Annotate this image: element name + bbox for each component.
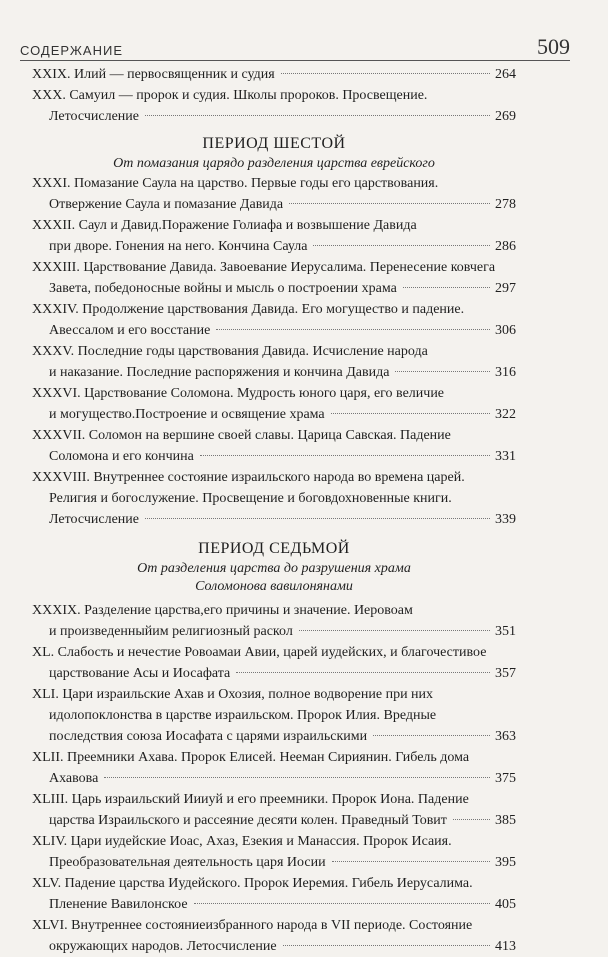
toc-entry-text: XXX. Самуил — пророк и судия. Школы пророков. Просвещение. — [32, 88, 428, 103]
section-heading: ПЕРИОД СЕДЬМОЙ — [198, 540, 350, 557]
dot-leader — [236, 672, 490, 673]
toc-entry-line — [32, 684, 516, 705]
dot-leader — [403, 287, 490, 288]
toc-entry-line — [32, 873, 516, 894]
toc-entry-line — [32, 404, 516, 425]
dot-leader — [200, 455, 490, 456]
toc-entry-text: XLV. Падение царства Иудейского. Пророк Иеремия. Гибель Иерусалима. — [32, 876, 473, 891]
toc-entry-line — [32, 320, 516, 341]
toc-entry — [32, 915, 516, 957]
toc-entry-line — [32, 257, 516, 278]
toc-entry-line — [32, 831, 516, 852]
toc-entry-text: XXXI. Помазание Саула на царство. Первые годы его царствования. — [32, 176, 439, 191]
section-seven-entries — [32, 600, 516, 957]
section-subtitle: От помазания царядо разделения царства еврейского — [113, 156, 435, 171]
toc-page-number: 264 — [495, 67, 516, 82]
dot-leader — [289, 203, 490, 204]
toc-page-number: 375 — [495, 771, 516, 786]
dot-leader — [395, 371, 490, 372]
toc-entry-text: Отвержение Саула и помазание Давида — [49, 197, 284, 212]
toc-page-number: 331 — [495, 449, 516, 464]
section-subtitle: Соломонова вавилонянами — [195, 579, 353, 594]
toc-entry-text: XXIX. Илий — первосвященник и судия — [32, 67, 275, 82]
dot-leader — [281, 73, 490, 74]
section-period-six — [32, 133, 516, 173]
dot-leader — [332, 861, 490, 862]
toc-page-number: 357 — [495, 666, 516, 681]
toc-entry — [32, 299, 516, 341]
toc-entry-text: XLIV. Цари иудейские Иоас, Ахаз, Езекия и Манассия. Пророк Исаия. — [32, 834, 452, 849]
section-subtitle: От разделения царства до разрушения храма — [137, 561, 411, 576]
toc-entry-text: XLIII. Царь израильский Иииуй и его преемники. Пророк Иона. Падение — [32, 792, 469, 807]
toc-entry-text: Ахавова — [49, 771, 99, 786]
toc-entry-text: идолопоклонства в царстве израильском. Пророк Илия. Вредные — [49, 708, 437, 723]
toc-page-number: 322 — [495, 407, 516, 422]
toc-page-number: 286 — [495, 239, 516, 254]
dot-leader — [283, 945, 490, 946]
page-number: 509 — [537, 34, 570, 59]
toc-entry-line — [32, 278, 516, 299]
dot-leader — [313, 245, 490, 246]
toc-page-number: 339 — [495, 512, 516, 527]
toc-entry-text: Завета, победоносные войны и мысль о построении храма — [49, 281, 397, 296]
toc-entry-text: последствия союза Иосафата с царями израильскими — [49, 729, 368, 744]
toc-entry — [32, 747, 516, 789]
toc-entry — [32, 341, 516, 383]
toc-entry-text: царствование Асы и Иосафата — [49, 666, 231, 681]
toc-entry-text: XL. Слабость и нечестие Ровоамаи Авии, царей иудейских, и благочестивое — [32, 645, 487, 660]
toc-entry-line — [32, 810, 516, 831]
dot-leader — [373, 735, 490, 736]
toc-entry — [32, 642, 516, 684]
toc-entry-line — [32, 663, 516, 684]
toc-entry-text: XXXV. Последние годы царствования Давида. Исчисление народа — [32, 344, 428, 359]
toc-entry-text: и могущество.Построение и освящение храма — [49, 407, 325, 422]
toc-entry-text: XLVI. Внутреннее состояниеизбранного народа в VII периоде. Состояние — [32, 918, 473, 933]
toc-entry-line — [32, 383, 516, 404]
toc-entry — [32, 873, 516, 915]
toc-entry-line — [32, 425, 516, 446]
toc-entry-text: Преобразовательная деятельность царя Иосии — [49, 855, 326, 870]
toc-entry-text: Авессалом и его восстание — [49, 323, 211, 338]
toc-entry-line — [32, 341, 516, 362]
toc-entry-text: XXXVI. Царствование Соломона. Мудрость юного царя, его величие — [32, 386, 445, 401]
section-period-seven — [32, 538, 516, 596]
toc-page-number: 405 — [495, 897, 516, 912]
dot-leader — [145, 115, 490, 116]
toc-entry-text: XXXIX. Разделение царства,его причины и значение. Иеровоам — [32, 603, 413, 618]
section-six-entries — [32, 173, 516, 530]
toc-entry-line — [32, 852, 516, 873]
toc-entry-text: XXXIV. Продолжение царствования Давида. Его могущество и падение. — [32, 302, 465, 317]
toc-entry-text: и произведенныйим религиозный раскол — [49, 624, 293, 639]
toc-entry-line — [32, 467, 516, 488]
toc-page-number: 395 — [495, 855, 516, 870]
toc-entry — [32, 383, 516, 425]
dot-leader — [145, 518, 490, 519]
toc-page-number: 297 — [495, 281, 516, 296]
toc-entry — [32, 425, 516, 467]
toc-entry-line — [32, 299, 516, 320]
toc-entry-text: Пленение Вавилонское — [49, 897, 188, 912]
toc-entry — [32, 467, 516, 530]
toc-entry-line — [32, 85, 516, 106]
toc-entry-line — [32, 726, 516, 747]
toc-page-number: 385 — [495, 813, 516, 828]
toc-entry — [32, 600, 516, 642]
toc-page-number: 278 — [495, 197, 516, 212]
top-entries — [32, 64, 516, 127]
toc-entry-text: и наказание. Последние распоряжения и кончина Давида — [49, 365, 390, 380]
toc-entry-text: Летосчисление — [49, 512, 139, 527]
toc-entry-line — [32, 768, 516, 789]
toc-entry-line — [32, 509, 516, 530]
dot-leader — [453, 819, 490, 820]
toc-entry-line — [32, 747, 516, 768]
toc-entry-line — [32, 642, 516, 663]
dot-leader — [216, 329, 490, 330]
toc-entry-line — [32, 64, 516, 85]
toc-entry-line — [32, 488, 516, 509]
toc-entry — [32, 789, 516, 831]
toc-entry-text: XXXVIII. Внутреннее состояние израильского народа во времена царей. — [32, 470, 465, 485]
toc-entry-text: XXXIII. Царствование Давида. Завоевание Иерусалима. Перенесение ковчега — [32, 260, 496, 275]
toc-entry-line — [32, 446, 516, 467]
toc-entry-text: XLI. Цари израильские Ахав и Охозия, полное водворение при них — [32, 687, 434, 702]
toc-entry — [32, 85, 516, 127]
toc-entry — [32, 173, 516, 215]
toc-entry-line — [32, 106, 516, 127]
section-heading: ПЕРИОД ШЕСТОЙ — [202, 135, 346, 152]
toc-entry-text: Религия и богослужение. Просвещение и боговдохновенные книги. — [49, 491, 452, 506]
table-of-contents — [32, 64, 516, 957]
running-header — [20, 20, 570, 61]
toc-entry-line — [32, 194, 516, 215]
toc-entry-text: Летосчисление — [49, 109, 139, 124]
toc-entry-text: XXXII. Саул и Давид.Поражение Голиафа и возвышение Давида — [32, 218, 417, 233]
toc-entry-line — [32, 215, 516, 236]
dot-leader — [104, 777, 490, 778]
toc-entry-line — [32, 789, 516, 810]
header-title: СОДЕРЖАНИЕ — [20, 43, 124, 58]
toc-entry — [32, 64, 516, 85]
toc-entry-line — [32, 236, 516, 257]
toc-page-number: 413 — [495, 939, 516, 954]
toc-entry-line — [32, 600, 516, 621]
toc-entry-text: XXXVII. Соломон на вершине своей славы. Царица Савская. Падение — [32, 428, 451, 443]
toc-entry — [32, 831, 516, 873]
dot-leader — [299, 630, 490, 631]
toc-entry — [32, 215, 516, 257]
toc-entry-text: окружающих народов. Летосчисление — [49, 939, 277, 954]
dot-leader — [331, 413, 490, 414]
toc-entry-text: при дворе. Гонения на него. Кончина Саула — [49, 239, 308, 254]
toc-entry-line — [32, 173, 516, 194]
toc-entry-line — [32, 621, 516, 642]
toc-page-number: 363 — [495, 729, 516, 744]
toc-entry — [32, 684, 516, 747]
toc-entry-line — [32, 362, 516, 383]
toc-page-number: 351 — [495, 624, 516, 639]
toc-entry-line — [32, 915, 516, 936]
toc-entry-text: XLII. Преемники Ахава. Пророк Елисей. Нееман Сириянин. Гибель дома — [32, 750, 470, 765]
dot-leader — [194, 903, 490, 904]
toc-entry-line — [32, 936, 516, 957]
toc-entry-text: царства Израильского и рассеяние десяти колен. Праведный Товит — [49, 813, 447, 828]
toc-entry-text: Соломона и его кончина — [49, 449, 194, 464]
toc-page-number: 306 — [495, 323, 516, 338]
toc-entry-line — [32, 705, 516, 726]
toc-entry-line — [32, 894, 516, 915]
toc-entry — [32, 257, 516, 299]
toc-page-number: 269 — [495, 109, 516, 124]
toc-page-number: 316 — [495, 365, 516, 380]
